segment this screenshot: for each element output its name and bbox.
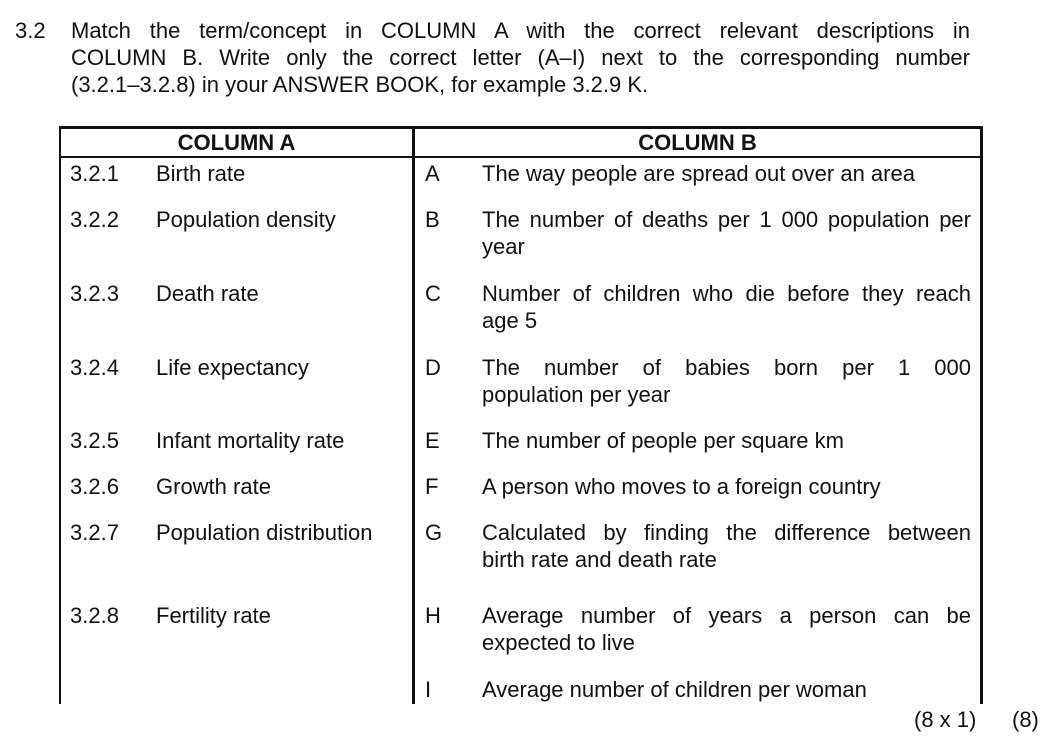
option-letter: G: [425, 520, 443, 545]
description-line: population per year: [482, 382, 671, 407]
option-description: [482, 206, 971, 260]
table-middle-divider: [412, 126, 415, 704]
term-label: Life expectancy: [156, 355, 309, 380]
description-line: age 5: [482, 308, 538, 333]
option-description: [482, 519, 971, 573]
term-number: 3.2.3: [70, 281, 119, 306]
option-description: [482, 676, 971, 703]
term-number: 3.2.1: [70, 161, 119, 186]
term-label: Infant mortality rate: [156, 428, 345, 453]
description-line: The number of babies born per 1 000: [482, 355, 971, 380]
option-letter: F: [425, 474, 439, 499]
term-number: 3.2.2: [70, 207, 119, 232]
option-description: [482, 427, 971, 454]
question-instructions: [71, 17, 970, 98]
term-number: 3.2.4: [70, 355, 119, 380]
description-line: Calculated by finding the difference between: [482, 520, 971, 545]
term-number: 3.2.5: [70, 428, 119, 453]
column-a-header: COLUMN A: [177, 130, 296, 155]
option-letter: E: [425, 428, 440, 453]
column-b-header: COLUMN B: [638, 130, 757, 155]
option-letter: A: [425, 161, 440, 186]
term-label: Death rate: [156, 281, 259, 306]
description-line: Number of children who die before they reach: [482, 281, 971, 306]
description-line: The way people are spread out over an area: [482, 161, 915, 186]
description-line: Average number of years a person can be: [482, 603, 971, 628]
question-number: 3.2: [15, 18, 46, 43]
table-header-divider: [59, 156, 983, 158]
option-description: [482, 602, 971, 656]
instruction-line: (3.2.1–3.2.8) in your ANSWER BOOK, for example 3.2.9 K.: [71, 72, 649, 97]
description-line: Average number of children per woman: [482, 677, 867, 702]
instruction-line: Match the term/concept in COLUMN A with the correct relevant descriptions in: [71, 18, 970, 43]
total-marks: (8): [1012, 707, 1039, 732]
option-letter: B: [425, 207, 440, 232]
table-right-border: [980, 126, 983, 704]
description-line: The number of people per square km: [482, 428, 844, 453]
option-letter: H: [425, 603, 441, 628]
term-label: Population distribution: [156, 520, 373, 545]
term-number: 3.2.7: [70, 520, 119, 545]
term-label: Growth rate: [156, 474, 271, 499]
term-number: 3.2.8: [70, 603, 119, 628]
term-number: 3.2.6: [70, 474, 119, 499]
description-line: birth rate and death rate: [482, 547, 717, 572]
option-description: [482, 280, 971, 334]
option-letter: D: [425, 355, 441, 380]
description-line: The number of deaths per 1 000 population per: [482, 207, 971, 232]
term-label: Fertility rate: [156, 603, 271, 628]
option-letter: C: [425, 281, 441, 306]
option-letter: I: [425, 677, 432, 702]
mark-allocation: (8 x 1): [914, 707, 977, 732]
option-description: [482, 354, 971, 408]
instruction-line: COLUMN B. Write only the correct letter (A–I) next to the corresponding number: [71, 45, 970, 70]
option-description: [482, 160, 971, 187]
description-line: A person who moves to a foreign country: [482, 474, 881, 499]
term-label: Birth rate: [156, 161, 246, 186]
table-left-border: [59, 126, 61, 704]
option-description: [482, 473, 971, 500]
description-line: expected to live: [482, 630, 635, 655]
term-label: Population density: [156, 207, 336, 232]
description-line: year: [482, 234, 525, 259]
table-top-border: [59, 126, 983, 129]
